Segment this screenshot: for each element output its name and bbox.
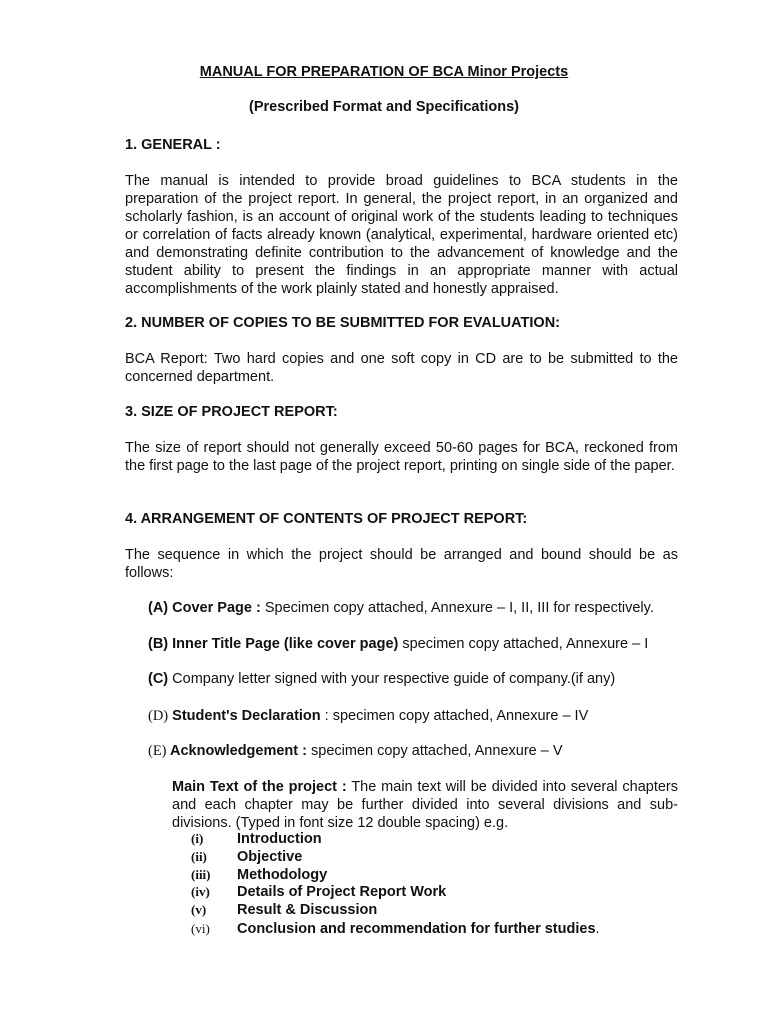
list-item-cover-page bbox=[148, 600, 654, 616]
chapter-title-suffix: . bbox=[595, 920, 600, 937]
chapter-item bbox=[191, 867, 691, 885]
item-text: Company letter signed with your respective guide of company.(if any) bbox=[168, 671, 616, 687]
chapter-number: (vi) bbox=[191, 920, 210, 936]
item-text: : specimen copy attached, Annexure – IV bbox=[320, 708, 589, 724]
item-label: (B) Inner Title Page (like cover page) bbox=[148, 636, 399, 652]
item-prefix: (E) bbox=[148, 743, 167, 759]
section-text-size: The size of report should not generally exceed 50-60 pages for BCA, reckoned from the first page to the last page of the project report, printing on single side of the paper. bbox=[125, 440, 678, 474]
chapter-title-wrap bbox=[237, 920, 600, 938]
chapter-title: Introduction bbox=[237, 831, 322, 847]
chapter-title: Conclusion and recommendation for further studies bbox=[237, 920, 596, 937]
section-heading-arrangement: 4. ARRANGEMENT OF CONTENTS OF PROJECT REPORT: bbox=[125, 511, 528, 527]
list-item-inner-title-page bbox=[148, 636, 648, 652]
chapter-item bbox=[191, 849, 691, 867]
chapter-number: (v) bbox=[191, 902, 207, 918]
chapter-number: (iv) bbox=[191, 884, 210, 900]
item-text: specimen copy attached, Annexure – I bbox=[398, 636, 649, 652]
document-subtitle: (Prescribed Format and Specifications) bbox=[249, 99, 519, 115]
section-text-copies: BCA Report: Two hard copies and one soft copy in CD are to be submitted to the concerned department. bbox=[125, 351, 678, 385]
chapter-item bbox=[191, 902, 691, 920]
chapter-number: (iii) bbox=[191, 866, 211, 882]
chapter-title: Details of Project Report Work bbox=[237, 884, 447, 901]
chapter-title: Result & Discussion bbox=[237, 902, 378, 919]
section-text-general: The manual is intended to provide broad guidelines to BCA students in the preparation of the project report. In general, the project report, in an organized and scholarly fashion, is an account of original work of the students leading to techniques or correlation of facts already known (analytical, experimental, hardware oriented etc) and demonstrating definite contribution to the advancement of knowledge and the student ability to present the findings in an appropriate manner with actual accomplishments of the work plainly stated and honestly appraised. bbox=[125, 173, 678, 297]
document-title: MANUAL FOR PREPARATION OF BCA Minor Projects bbox=[199, 64, 569, 80]
chapter-list bbox=[191, 831, 691, 938]
main-text-label: Main Text of the project : bbox=[172, 779, 347, 795]
chapter-item bbox=[191, 920, 691, 938]
chapter-title: Methodology bbox=[237, 866, 328, 883]
item-label: Acknowledgement : bbox=[166, 743, 307, 759]
chapter-title: Objective bbox=[237, 848, 303, 865]
item-label: Student's Declaration bbox=[168, 708, 321, 724]
main-text-body: The main text will be divided into several chapters and each chapter may be further divided into several divisions and sub-divisions. (Typed in font size 12 double spacing) e.g. bbox=[172, 779, 678, 831]
main-text-description bbox=[172, 778, 678, 832]
chapter-item bbox=[191, 884, 691, 902]
section-heading-general: 1. GENERAL : bbox=[125, 137, 221, 153]
list-item-acknowledgement bbox=[148, 743, 563, 760]
item-label: (A) Cover Page : bbox=[148, 600, 261, 616]
list-item-company-letter bbox=[148, 671, 615, 687]
chapter-number: (ii) bbox=[191, 848, 207, 864]
section-heading-copies: 2. NUMBER OF COPIES TO BE SUBMITTED FOR EVALUATION: bbox=[125, 315, 561, 331]
chapter-item bbox=[191, 831, 691, 849]
item-prefix: (D) bbox=[148, 708, 169, 724]
list-item-student-declaration bbox=[148, 708, 588, 725]
section-text-arrangement: The sequence in which the project should be arranged and bound should be as follows: bbox=[125, 547, 678, 581]
item-label: (C) bbox=[148, 671, 169, 687]
item-text: Specimen copy attached, Annexure – I, II, III for respectively. bbox=[260, 600, 654, 616]
chapter-number: (i) bbox=[191, 831, 204, 846]
item-text: specimen copy attached, Annexure – V bbox=[306, 743, 563, 759]
section-heading-size: 3. SIZE OF PROJECT REPORT: bbox=[125, 404, 338, 420]
